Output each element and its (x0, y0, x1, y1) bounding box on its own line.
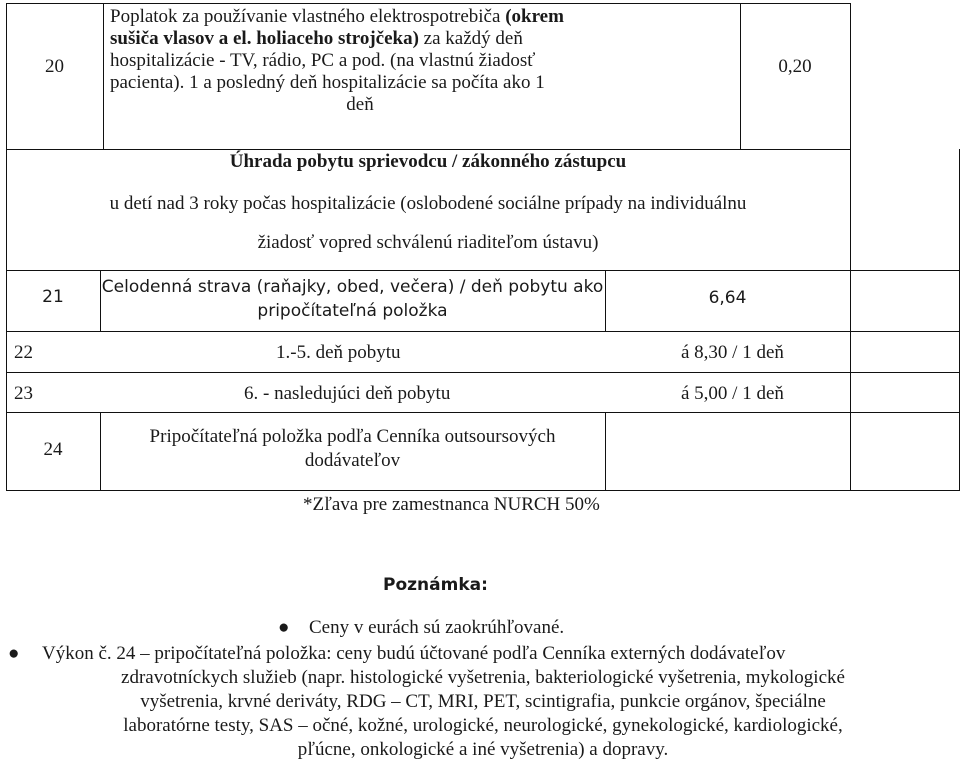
note-bullet-2-line-5: pľúcne, onkologické a iné vyšetrenia) a dopravy. (297, 739, 669, 760)
row-24-description (100, 425, 605, 473)
row-20-line-1 (110, 6, 740, 28)
row-20-line-2 (110, 28, 740, 50)
row-24-line-2: dodávateľov (304, 450, 401, 471)
row-21-line-2: pripočítateľná položka (257, 301, 448, 321)
table-line (6, 3, 850, 4)
row-20-line-2-plain: za každý deň (418, 28, 523, 49)
row-20-line-4: pacienta). 1 a posledný deň hospitalizácie sa počíta ako 1 (110, 72, 545, 93)
section-subtitle-line-2: žiadosť vopred schválenú riaditeľom ústavu) (257, 232, 599, 253)
table-line (6, 331, 960, 332)
row-21-line-1: Celodenná strava (raňajky, obed, večera) / deň pobytu ako (101, 277, 604, 297)
table-line (6, 270, 960, 271)
employee-discount: *Zľava pre zamestnanca NURCH 50% (303, 494, 600, 515)
row-22-number: 22 (14, 342, 33, 363)
note-bullet-2-line-1 (8, 642, 958, 666)
note-bullet-2-line-4: laboratórne testy, SAS – očné, kožné, urologické, neurologické, gynekologické, kardiologické, (123, 715, 843, 736)
table-line (6, 372, 960, 373)
row-21-number: 21 (42, 287, 64, 307)
note-title: Poznámka: (383, 575, 488, 595)
row-22-price: á 8,30 / 1 deň (681, 342, 784, 363)
row-23-price: á 5,00 / 1 deň (681, 383, 784, 404)
bullet-icon: ● (8, 643, 20, 664)
row-23-text: 6. - nasledujúci deň pobytu (244, 383, 451, 404)
row-20-number: 20 (45, 56, 64, 77)
table-line (6, 490, 960, 491)
row-21-price: 6,64 (708, 288, 747, 308)
note-bullet-1 (278, 617, 564, 639)
row-24-line-1: Pripočítateľná položka podľa Cenníka outsoursových (149, 426, 556, 447)
table-line (6, 412, 960, 413)
row-20-line-1-plain: Poplatok za používanie vlastného elektrospotrebiča (110, 6, 506, 27)
table-line (605, 412, 606, 490)
table-line (6, 149, 851, 150)
note-bullet-2-line-2: zdravotníckych služieb (napr. histologické vyšetrenia, bakteriologické vyšetrenia, mykologické (121, 667, 845, 688)
note-bullet-1-text: Ceny v eurách sú zaokrúhľované. (309, 617, 565, 638)
bullet-icon: ● (278, 617, 290, 638)
row-23-number: 23 (14, 383, 33, 404)
row-20-line-1-bold: (okrem (505, 6, 564, 27)
note-bullet-2-text-1: Výkon č. 24 – pripočítateľná položka: ceny budú účtované podľa Cenníka externých dodávateľov (42, 643, 786, 664)
row-22-text: 1.-5. deň pobytu (276, 342, 401, 363)
note-bullet-2 (8, 642, 958, 762)
table-line (103, 3, 104, 150)
row-24-number: 24 (43, 439, 63, 460)
row-20-line-5: deň (346, 94, 374, 115)
row-20-description (110, 6, 740, 116)
note-bullet-2-line-3: vyšetrenia, krvné deriváty, RDG – CT, MRI, PET, scintigrafia, punkcie orgánov, špeciálne (140, 691, 826, 712)
row-21-description (100, 275, 605, 323)
table-line (850, 3, 851, 490)
section-subtitle-line-1: u detí nad 3 roky počas hospitalizácie (oslobodené sociálne prípady na individuálnu (109, 193, 747, 214)
row-20-line-3: hospitalizácie - TV, rádio, PC a pod. (na vlastnú žiadosť (110, 50, 536, 71)
row-20-price: 0,20 (778, 56, 812, 77)
row-20-line-2-bold: sušiča vlasov a el. holiaceho strojčeka) (110, 28, 419, 49)
section-title: Úhrada pobytu sprievodcu / zákonného zástupcu (229, 151, 627, 172)
